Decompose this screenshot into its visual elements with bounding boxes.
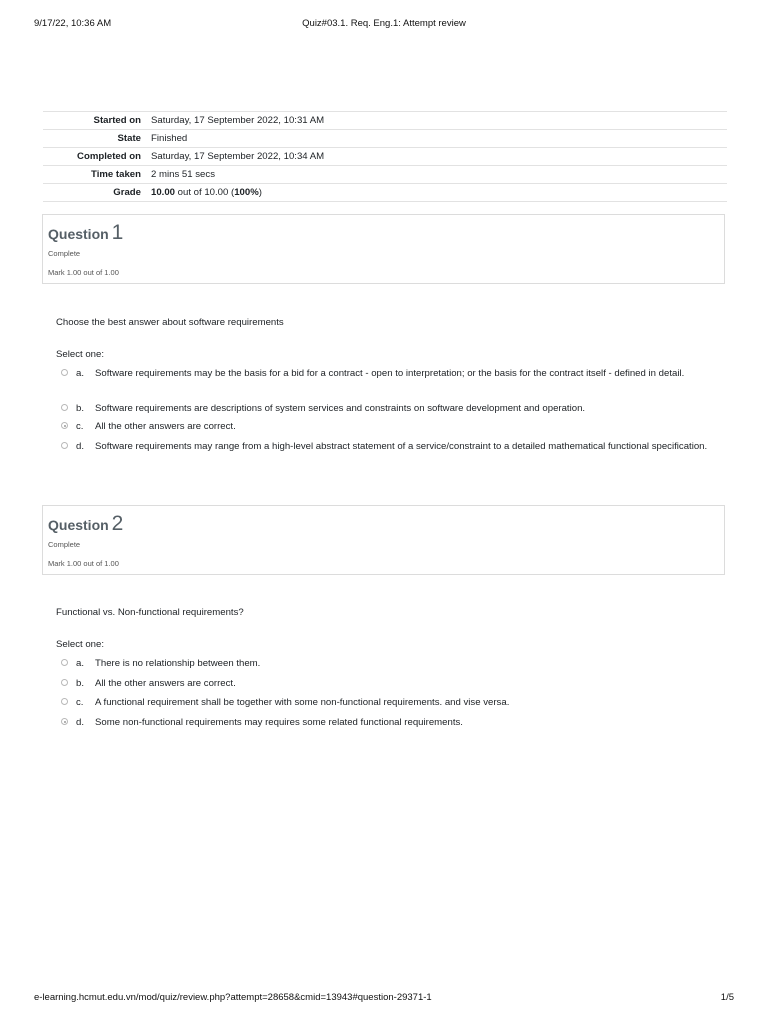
question-1-prompt: Select one: [56,349,105,360]
question-number-value: 1 [111,221,124,244]
grade-close: ) [258,187,262,198]
question-2-info [42,505,725,575]
grade-out-of: out of 10.00 ( [175,187,235,198]
summary-value: 2 mins 51 secs [147,166,727,184]
print-page-title: Quiz#03.1. Req. Eng.1: Attempt review [302,18,466,29]
summary-value: Saturday, 17 September 2022, 10:31 AM [147,112,727,130]
summary-row-completed [43,148,727,166]
answer-text: Software requirements may be the basis for a bid for a contract - open to interpretation; or the basis for the contract itself - defined in detail. [95,368,685,379]
question-prefix: Question [48,517,109,533]
answer-letter: c. [76,697,84,708]
question-1-text: Choose the best answer about software requirements [56,317,284,328]
radio-button-selected[interactable] [61,422,68,429]
grade-value [147,184,727,202]
answer-letter: a. [76,368,85,379]
summary-row-started [43,112,727,130]
question-2-text: Functional vs. Non-functional requirements? [56,607,244,618]
answer-text: Software requirements may range from a high-level abstract statement of a service/constraint to a detailed mathematical functional specification. [95,441,708,452]
question-state: Complete [48,540,81,549]
answer-letter: a. [76,658,85,669]
answer-text: A functional requirement shall be together with some non-functional requirements. and vise versa. [95,697,510,708]
grade-percent: 100% [234,187,259,198]
summary-label: Completed on [43,148,147,166]
grade-score: 10.00 [151,187,176,198]
radio-button[interactable] [61,659,68,666]
question-1-info [42,214,725,284]
radio-button[interactable] [61,679,68,686]
question-prefix: Question [48,226,109,242]
answer-text: All the other answers are correct. [95,421,236,432]
grade-label: Grade [43,184,147,202]
attempt-summary-table [43,111,727,202]
question-state: Complete [48,249,81,258]
answer-letter: b. [76,678,85,689]
answer-text: Software requirements are descriptions of system services and constraints on software development and operation. [95,403,586,414]
summary-row-time-taken [43,166,727,184]
summary-row-state [43,130,727,148]
answer-text: Some non-functional requirements may requires some related functional requirements. [95,717,463,728]
print-page-number: 1/5 [720,992,734,1003]
print-date: 9/17/22, 10:36 AM [34,18,112,29]
print-url[interactable]: e-learning.hcmut.edu.vn/mod/quiz/review.php?attempt=28658&cmid=13943#question-29371-1 [34,992,432,1003]
question-number-value: 2 [111,512,124,535]
question-mark: Mark 1.00 out of 1.00 [48,559,119,568]
summary-label: State [43,130,147,148]
question-number [48,221,123,245]
summary-label: Time taken [43,166,147,184]
answer-letter: b. [76,403,85,414]
radio-button-selected[interactable] [61,718,68,725]
question-2-prompt: Select one: [56,639,105,650]
print-header [34,18,734,32]
answer-letter: d. [76,441,85,452]
summary-label: Started on [43,112,147,130]
question-number [48,512,123,536]
summary-value: Saturday, 17 September 2022, 10:34 AM [147,148,727,166]
radio-button[interactable] [61,698,68,705]
radio-button[interactable] [61,442,68,449]
answer-letter: c. [76,421,84,432]
summary-row-grade [43,184,727,202]
print-footer [34,992,734,1006]
summary-value: Finished [147,130,727,148]
question-mark: Mark 1.00 out of 1.00 [48,268,119,277]
radio-button[interactable] [61,369,68,376]
answer-text: There is no relationship between them. [95,658,261,669]
answer-letter: d. [76,717,85,728]
answer-text: All the other answers are correct. [95,678,236,689]
radio-button[interactable] [61,404,68,411]
